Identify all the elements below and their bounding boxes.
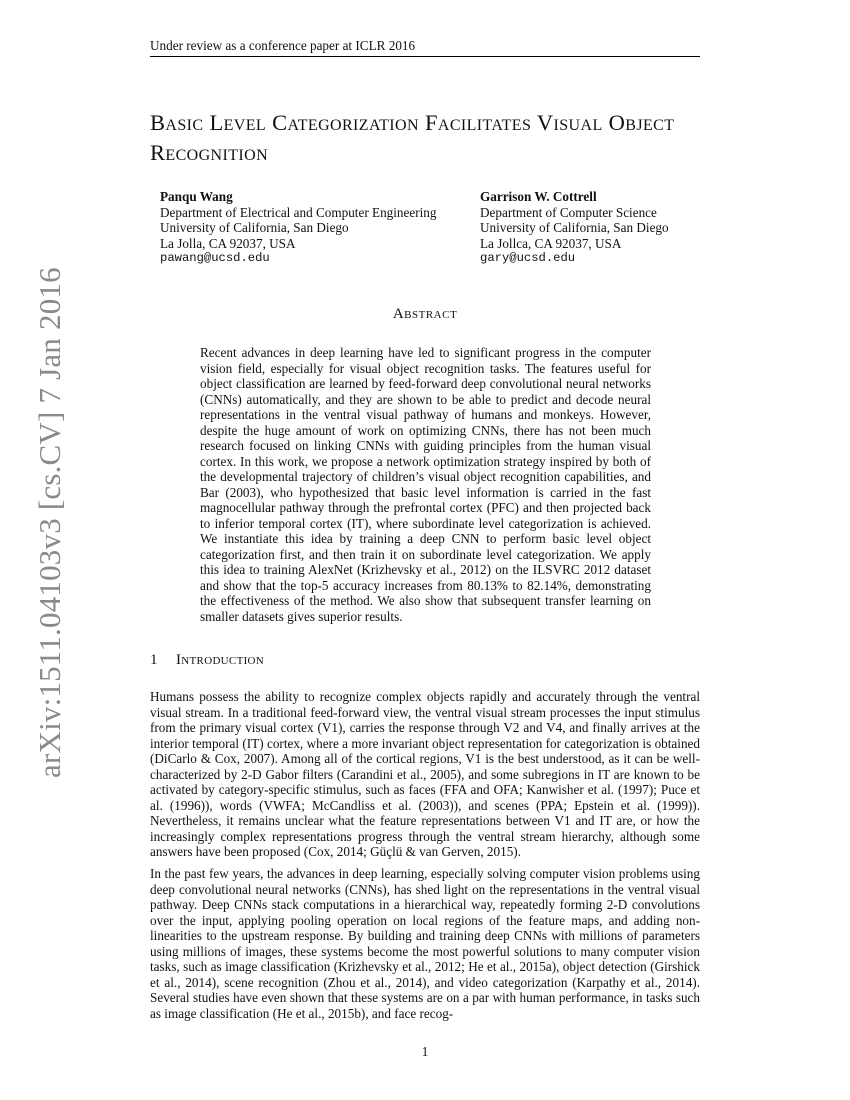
author-name: Garrison W. Cottrell bbox=[480, 189, 597, 204]
author-university: University of California, San Diego bbox=[480, 220, 669, 235]
author-department: Department of Electrical and Computer Engineering bbox=[160, 204, 437, 220]
header-rule bbox=[150, 56, 700, 57]
author-university: University of California, San Diego bbox=[160, 220, 349, 235]
author-email: pawang@ucsd.edu bbox=[160, 251, 270, 265]
paper-title: Basic Level Categorization Facilitates Visual Object Recognition bbox=[150, 110, 675, 165]
section-title: Introduction bbox=[176, 652, 265, 668]
page-number: 1 bbox=[421, 1044, 429, 1059]
section-number: 1 bbox=[150, 652, 158, 668]
abstract-heading: Abstract bbox=[392, 306, 458, 322]
author-name: Panqu Wang bbox=[160, 189, 233, 204]
arxiv-identifier: arXiv:1511.04103v3 [cs.CV] 7 Jan 2016 bbox=[32, 267, 67, 778]
author-block-2 bbox=[480, 189, 669, 267]
author-block-1 bbox=[160, 189, 436, 267]
author-department: Department of Computer Science bbox=[480, 204, 657, 220]
author-location: La Jollca, CA 92037, USA bbox=[480, 235, 622, 251]
abstract-body: Recent advances in deep learning have led to significant progress in the computer vision field, especially for visual object recognition tasks. The features useful for object classification are learned by feed-forward deep convolutional neural networks (CNNs) automatically, and they are shown to be able to predict and decode neural representations in the ventral visual pathway of humans and monkeys. However, despite the huge amount of work on optimizing CNNs, there has not been much research focused on linking CNNs with guiding principles from the human visual cortex. In this work, we propose a network optimization strategy inspired by both of the developmental trajectory of children’s visual object recognition capabilities, and Bar (2003), who hypothesized that basic level information is carried in the fast magnocellular pathway through the prefrontal cortex (PFC) and then projected back to inferior temporal cortex (IT), where subordinate level categorization is achieved. We instantiate this idea by training a deep CNN to perform basic level object categorization first, and then train it on subordinate level categorization. We apply this idea to training AlexNet (Krizhevsky et al., 2012) on the ILSVRC 2012 dataset and show that the top-5 accuracy increases from 80.13% to 82.14%, demonstrating the effectiveness of the method. We also show that subsequent transfer learning on smaller datasets gives superior results. bbox=[200, 345, 651, 624]
author-email: gary@ucsd.edu bbox=[480, 251, 576, 265]
running-header: Under review as a conference paper at ICLR 2016 bbox=[150, 38, 416, 53]
author-location: La Jolla, CA 92037, USA bbox=[160, 235, 296, 251]
paragraph: Humans possess the ability to recognize complex objects rapidly and accurately through the ventral visual stream. In a traditional feed-forward view, the ventral visual stream processes the input stimulus from the primary visual cortex (V1), carries the response through V2 and V4, and finally arrives at the interior temporal (IT) cortex, where a more invariant object representation for categorization is obtained (DiCarlo & Cox, 2007). Among all of the cortical regions, V1 is the best understood, as it can be well-characterized by 2-D Gabor filters (Carandini et al., 2005), and some subregions in IT are known to be activated by category-specific stimulus, such as faces (FFA and OFA; Kanwisher et al. (1997); Puce et al. (1996)), words (VWFA; McCandliss et al. (2003)), and scenes (PPA; Epstein et al. (1999)). Nevertheless, it remains unclear what the feature representations between V1 and IT are, or how the increasingly complex representations progress through the ventral stream hierarchy, although some answers have been proposed (Cox, 2014; Güçlü & van Gerven, 2015). bbox=[150, 689, 700, 859]
paragraph: In the past few years, the advances in deep learning, especially solving computer vision problems using deep convolutional neural networks (CNNs), has shed light on the representations in the ventral visual pathway. Deep CNNs stack computations in a hierarchical way, repeatedly forming 2-D convolutions over the input, applying pooling operation on local regions of the feature maps, and adding non-linearities to the upstream response. By building and training deep CNNs with millions of parameters using millions of images, these systems become the most powerful solutions to many computer vision tasks, such as image classification (Krizhevsky et al., 2012; He et al., 2015a), object detection (Girshick et al., 2014), scene recognition (Zhou et al., 2014), and video categorization (Karpathy et al., 2014). Several studies have even shown that these systems are on a par with human performance, in tasks such as image classification (He et al., 2015b), and face recog- bbox=[150, 866, 700, 1021]
section-heading-introduction bbox=[150, 652, 264, 669]
